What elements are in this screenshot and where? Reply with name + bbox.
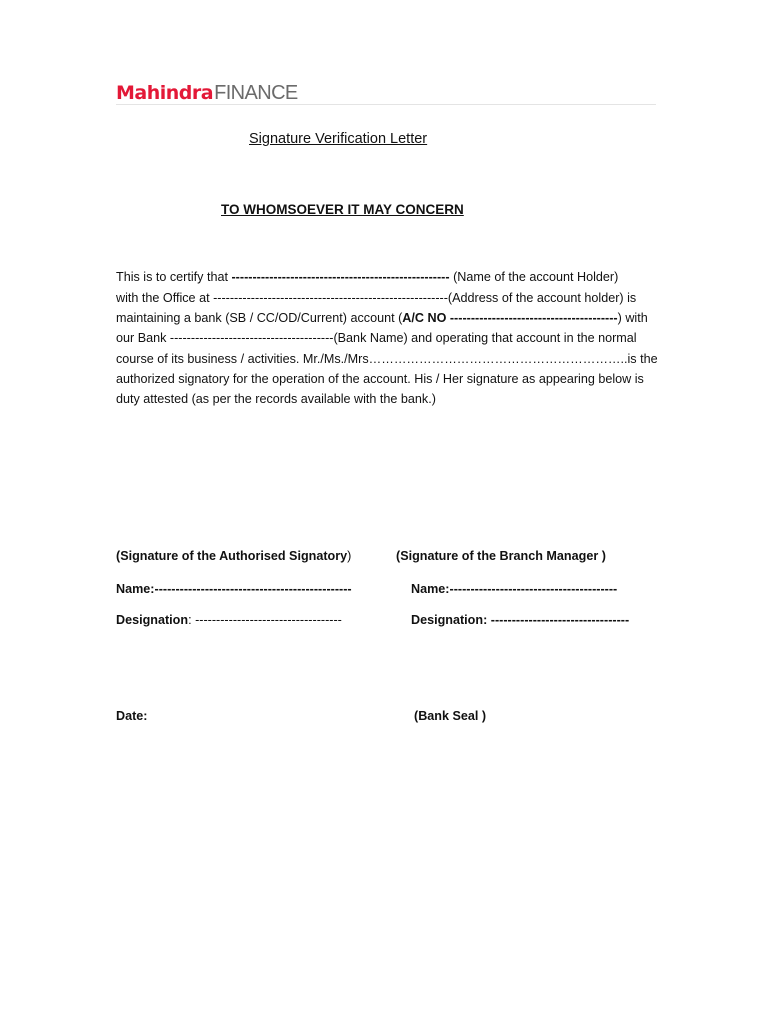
body-line-1 [116, 269, 618, 285]
body-line-3-end: ) with [617, 311, 648, 325]
body-line-1-end: (Name of the account Holder) [449, 270, 619, 284]
manager-designation-field: Designation: --------------------------------- [411, 613, 630, 627]
body-line-1-start: This is to certify that [116, 270, 232, 284]
manager-name-field: Name:---------------------------------------- [411, 582, 618, 596]
body-line-6: authorized signatory for the operation of the account. His / Her signature as appearing below is [116, 372, 644, 386]
bank-seal-label: (Bank Seal ) [414, 709, 487, 723]
authorised-signatory-heading: (Signature of the Authorised Signatory) [116, 549, 352, 563]
body-line-3-start: maintaining a bank (SB / CC/OD/Current) account ( [116, 311, 403, 325]
logo-suffix: FINANCE [214, 82, 298, 104]
document-title: Signature Verification Letter [249, 131, 428, 147]
date-label: Date: [116, 709, 148, 723]
body-line-5: course of its business / activities. Mr./Ms./Mrs……………………………………………………..is the [116, 352, 658, 366]
body-line-4: our Bank ---------------------------------------(Bank Name) and operating that account in the normal [116, 331, 637, 345]
signatory-name-field: Name:----------------------------------------------- [116, 582, 352, 596]
salutation-heading: TO WHOMSOEVER IT MAY CONCERN [221, 202, 464, 217]
body-line-2: with the Office at --------------------------------------------------------(Address of the account holder) is [116, 291, 637, 305]
header-divider [116, 104, 656, 105]
account-number-blank: A/C NO ---------------------------------------- [402, 311, 618, 325]
branch-manager-heading: (Signature of the Branch Manager ) [396, 549, 606, 563]
account-holder-blank: ---------------------------------------------------- [231, 270, 450, 284]
logo-brand: Mahindra [116, 82, 214, 104]
signatory-designation-field: Designation: ----------------------------------- [116, 613, 342, 627]
mahindra-finance-logo [116, 82, 298, 106]
body-line-3 [116, 310, 648, 326]
body-line-7: duty attested (as per the records available with the bank.) [116, 392, 436, 406]
